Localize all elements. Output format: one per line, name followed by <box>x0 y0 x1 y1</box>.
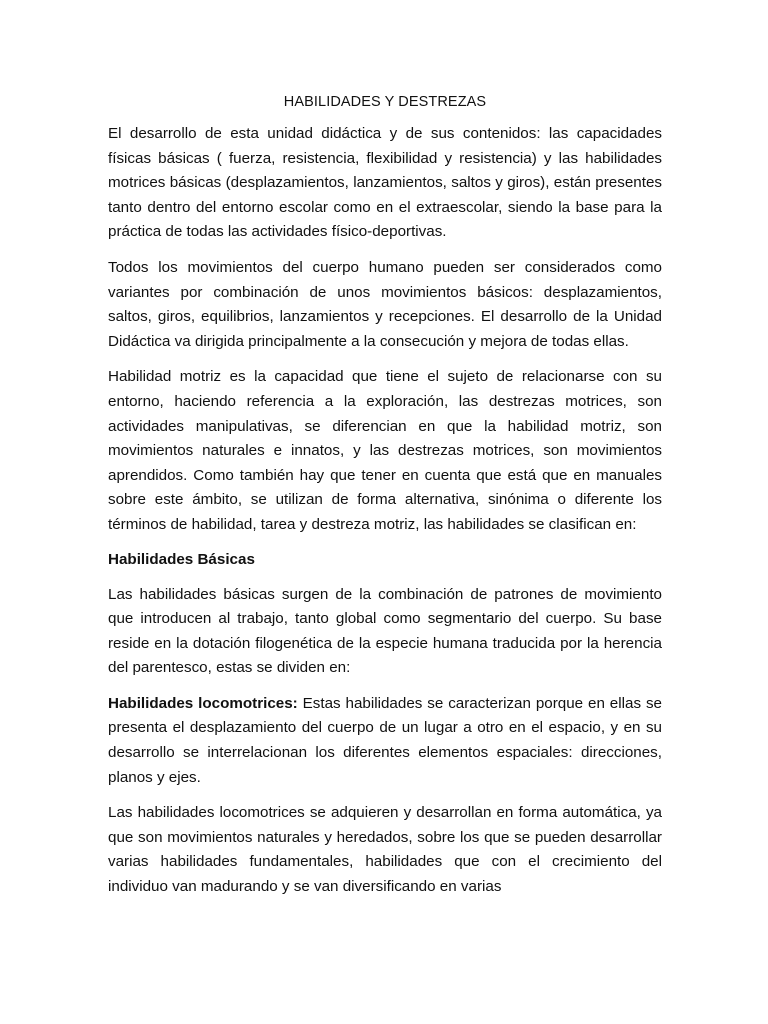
paragraph-habilidades-locomotrices <box>108 692 662 790</box>
paragraph-movimientos: Todos los movimientos del cuerpo humano pueden ser considerados como variantes por combinación de unos movimientos básicos: desplazamientos, saltos, giros, equilibrios, lanzamientos y recepciones. El desarrollo de la Unidad Didáctica va dirigida principalmente a la consecución y mejora de todas ellas. <box>108 258 662 350</box>
document-title: HABILIDADES Y DESTREZAS <box>283 94 487 110</box>
paragraph-habilidades-basicas: Las habilidades básicas surgen de la combinación de patrones de movimiento que introducen al trabajo, tanto global como segmentario del cuerpo. Su base reside en la dotación filogenética de la especie humana traducida por la herencia del parentesco, estas se dividen en: <box>108 585 662 677</box>
heading-habilidades-basicas: Habilidades Básicas <box>108 550 255 568</box>
label-habilidades-locomotrices: Habilidades locomotrices: <box>108 694 298 712</box>
paragraph-intro: El desarrollo de esta unidad didáctica y de sus contenidos: las capacidades físicas básicas ( fuerza, resistencia, flexibilidad y resistencia) y las habilidades motrices básicas (desplazamientos, lanzamientos, saltos y giros), están presentes tanto dentro del entorno escolar como en el extraescolar, siendo la base para la práctica de todas las actividades físico-deportivas. <box>108 125 662 241</box>
paragraph-habilidad-motriz: Habilidad motriz es la capacidad que tiene el sujeto de relacionarse con su entorno, haciendo referencia a la exploración, las destrezas motrices, son actividades manipulativas, se diferencian en que la habilidad motriz, son movimientos naturales e innatos, y las destrezas motrices, son movimientos aprendidos. Como también hay que tener en cuenta que está que en manuales sobre este ámbito, se utilizan de forma alternativa, sinónima o diferente los términos de habilidad, tarea y destreza motriz, las habilidades se clasifican en: <box>108 368 662 533</box>
paragraph-adquisicion-locomotrices: Las habilidades locomotrices se adquieren y desarrollan en forma automática, ya que son movimientos naturales y heredados, sobre los que se pueden desarrollar varias habilidades fundamentales, habilidades que con el crecimiento del individuo van madurando y se van diversificando en varias <box>108 804 662 896</box>
text-habilidades-locomotrices: Estas habilidades se caracterizan porque en ellas se presenta el desplazamiento del cuerpo de un lugar a otro en el espacio, y en su desarrollo se interrelacionan los diferentes elementos espaciales: direcciones, planos y ejes. <box>108 694 662 786</box>
